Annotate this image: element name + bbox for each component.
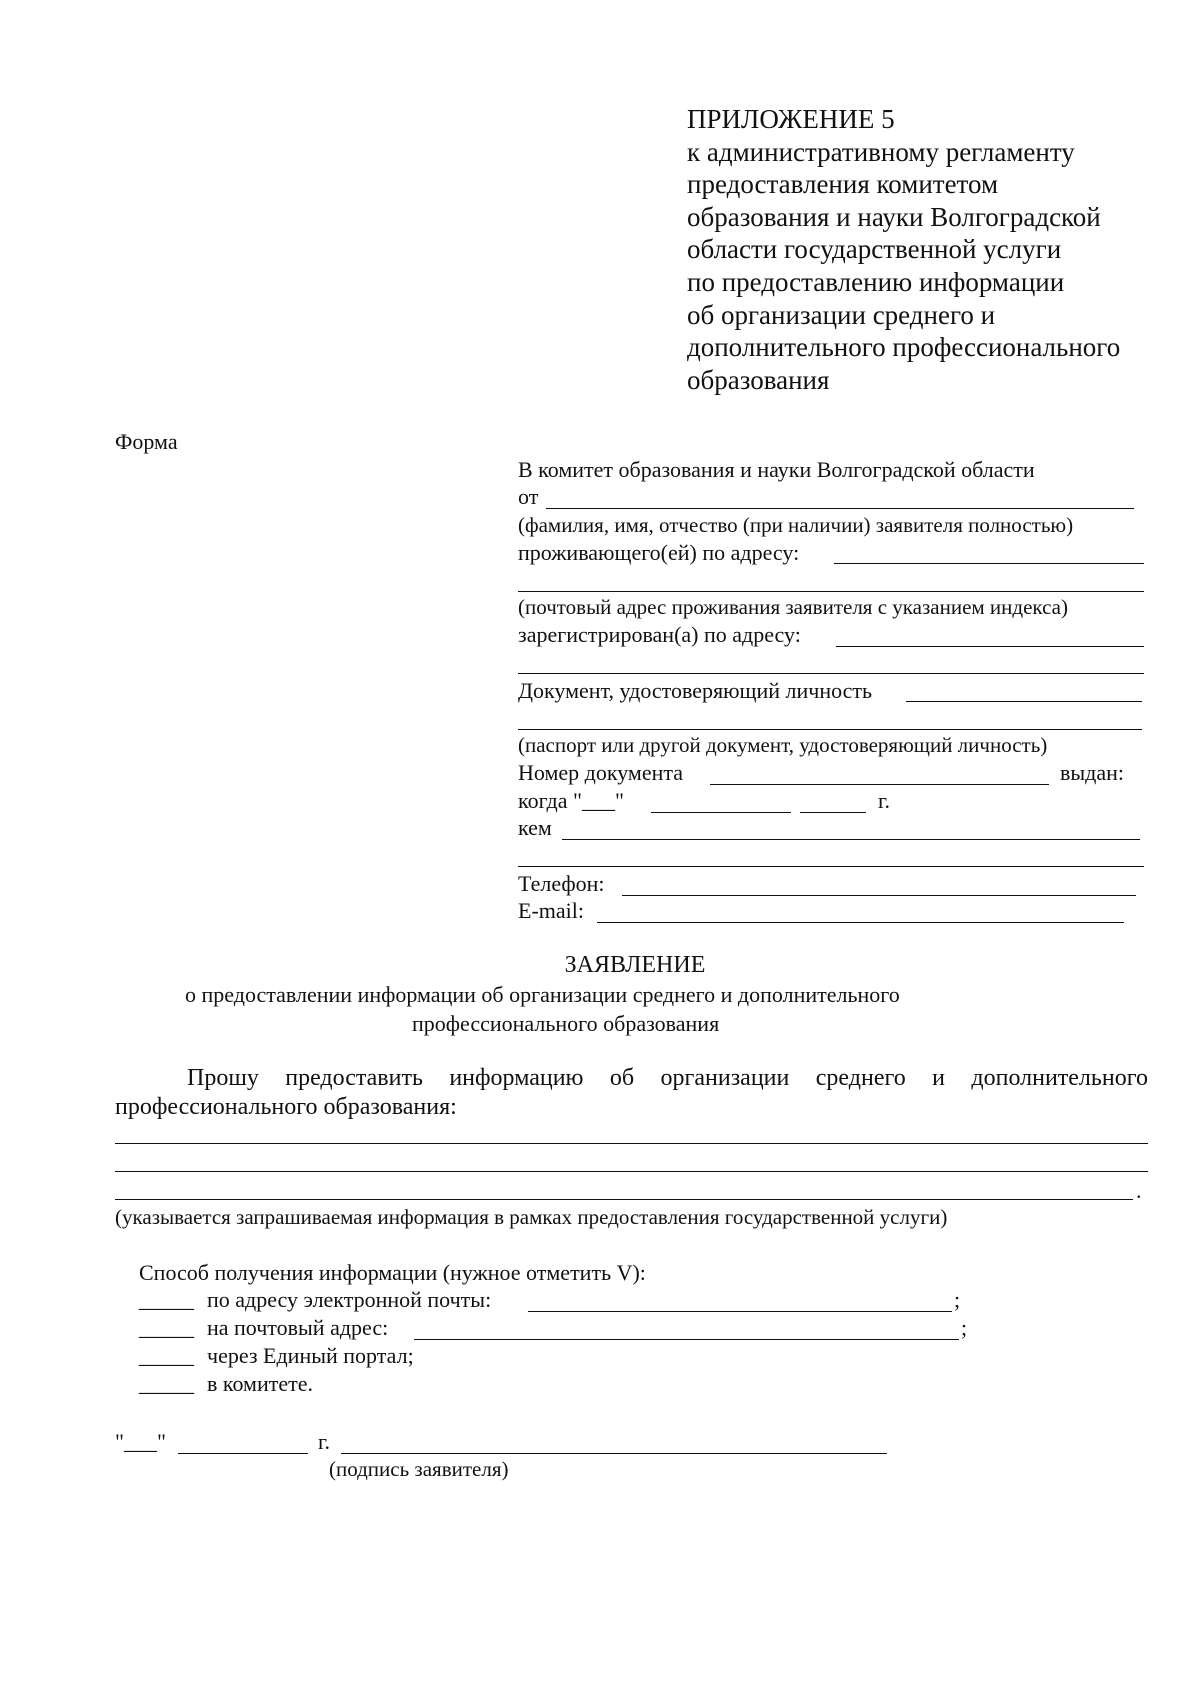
signature-date-quote: "___" (115, 1429, 166, 1454)
delivery-email-field[interactable] (528, 1311, 952, 1312)
request-word: организации (660, 1065, 790, 1091)
phone-label: Телефон: (518, 871, 605, 896)
form-label: Форма (115, 429, 178, 454)
by-whom-field[interactable] (562, 839, 1140, 840)
signature-hint: (подпись заявителя) (329, 1457, 509, 1481)
email-field[interactable] (597, 922, 1124, 923)
appendix-line: дополнительного профессионального (687, 332, 1121, 363)
request-line1 (115, 1066, 1148, 1090)
request-word: информацию (449, 1065, 584, 1091)
registered-field-line2[interactable] (518, 673, 1144, 674)
delivery-option-portal-blank[interactable]: _____ (139, 1343, 194, 1368)
doc-number-label: Номер документа (518, 760, 684, 785)
delivery-option-post-blank[interactable]: _____ (139, 1315, 194, 1340)
request-word: предоставить (285, 1065, 423, 1091)
appendix-line: предоставления комитетом (687, 169, 999, 200)
delivery-post-field[interactable] (414, 1339, 959, 1340)
id-doc-label: Документ, удостоверяющий личность (518, 678, 873, 703)
residence-field-line2[interactable] (518, 591, 1144, 592)
appendix-line: к административному регламенту (687, 136, 1075, 167)
phone-field[interactable] (622, 895, 1136, 896)
request-period: . (1136, 1178, 1142, 1203)
delivery-option-committee-blank[interactable]: _____ (139, 1371, 194, 1396)
appendix-line: образования и науки Волгоградской (687, 201, 1101, 232)
request-word: среднего (815, 1065, 906, 1091)
from-hint: (фамилия, имя, отчество (при наличии) заявителя полностью) (518, 513, 1074, 537)
email-label: E-mail: (518, 898, 584, 923)
signature-date-field[interactable] (178, 1453, 308, 1454)
statement-title: ЗАЯВЛЕНИЕ (564, 952, 706, 978)
appendix-title: ПРИЛОЖЕНИЕ 5 (687, 104, 895, 134)
when-month-field[interactable] (651, 812, 791, 813)
from-field[interactable] (546, 508, 1134, 509)
when-label: когда "___" (518, 788, 624, 813)
residence-hint: (почтовый адрес проживания заявителя с указанием индекса) (518, 595, 1068, 619)
appendix-line: об организации среднего и (687, 299, 996, 330)
by-whom-field-line2[interactable] (518, 866, 1144, 867)
id-doc-field[interactable] (906, 701, 1142, 702)
request-field-line3[interactable] (115, 1199, 1133, 1200)
addressee-to: В комитет образования и науки Волгоградской области (518, 457, 1035, 482)
id-doc-hint: (паспорт или другой документ, удостоверяющий личность) (518, 733, 1048, 757)
request-word: и (932, 1065, 945, 1091)
delivery-option-post-end: ; (961, 1315, 968, 1340)
when-year-field[interactable] (800, 812, 866, 813)
appendix-line: области государственной услуги (687, 234, 1062, 265)
delivery-option-email-end: ; (954, 1287, 961, 1312)
appendix-line: по предоставлению информации (687, 266, 1065, 297)
request-field-line2[interactable] (115, 1171, 1148, 1172)
request-line2: профессионального образования: (115, 1094, 457, 1120)
request-field-line1[interactable] (115, 1143, 1148, 1144)
registered-label: зарегистрирован(а) по адресу: (518, 622, 801, 647)
delivery-option-post-label: на почтовый адрес: (207, 1315, 389, 1340)
from-label: от (518, 484, 539, 509)
registered-field[interactable] (836, 646, 1144, 647)
residence-label: проживающего(ей) по адресу: (518, 540, 800, 565)
residence-field[interactable] (834, 563, 1144, 564)
delivery-option-email-label: по адресу электронной почты: (207, 1287, 492, 1312)
doc-number-field[interactable] (710, 784, 1049, 785)
delivery-option-email-blank[interactable]: _____ (139, 1287, 194, 1312)
appendix-header (687, 103, 1120, 396)
delivery-title: Способ получения информации (нужное отметить V): (139, 1260, 646, 1285)
delivery-option-committee-label: в комитете. (207, 1371, 313, 1396)
statement-subtitle-line1: о предоставлении информации об организации среднего и дополнительного (185, 982, 900, 1007)
appendix-line: образования (687, 364, 830, 395)
signature-field[interactable] (341, 1453, 887, 1454)
signature-year-suffix: г. (318, 1429, 331, 1454)
when-year-suffix: г. (878, 788, 891, 813)
id-doc-field-line2[interactable] (518, 729, 1142, 730)
issued-label: выдан: (1060, 760, 1125, 785)
request-hint: (указывается запрашиваемая информация в рамках предоставления государственной услуги) (115, 1205, 948, 1229)
delivery-option-portal-label: через Единый портал; (207, 1343, 414, 1368)
request-word: Прошу (187, 1065, 259, 1091)
by-whom-label: кем (518, 815, 552, 840)
statement-subtitle-line2: профессионального образования (412, 1011, 720, 1036)
request-word: дополнительного (971, 1065, 1148, 1091)
request-word: об (609, 1065, 635, 1091)
